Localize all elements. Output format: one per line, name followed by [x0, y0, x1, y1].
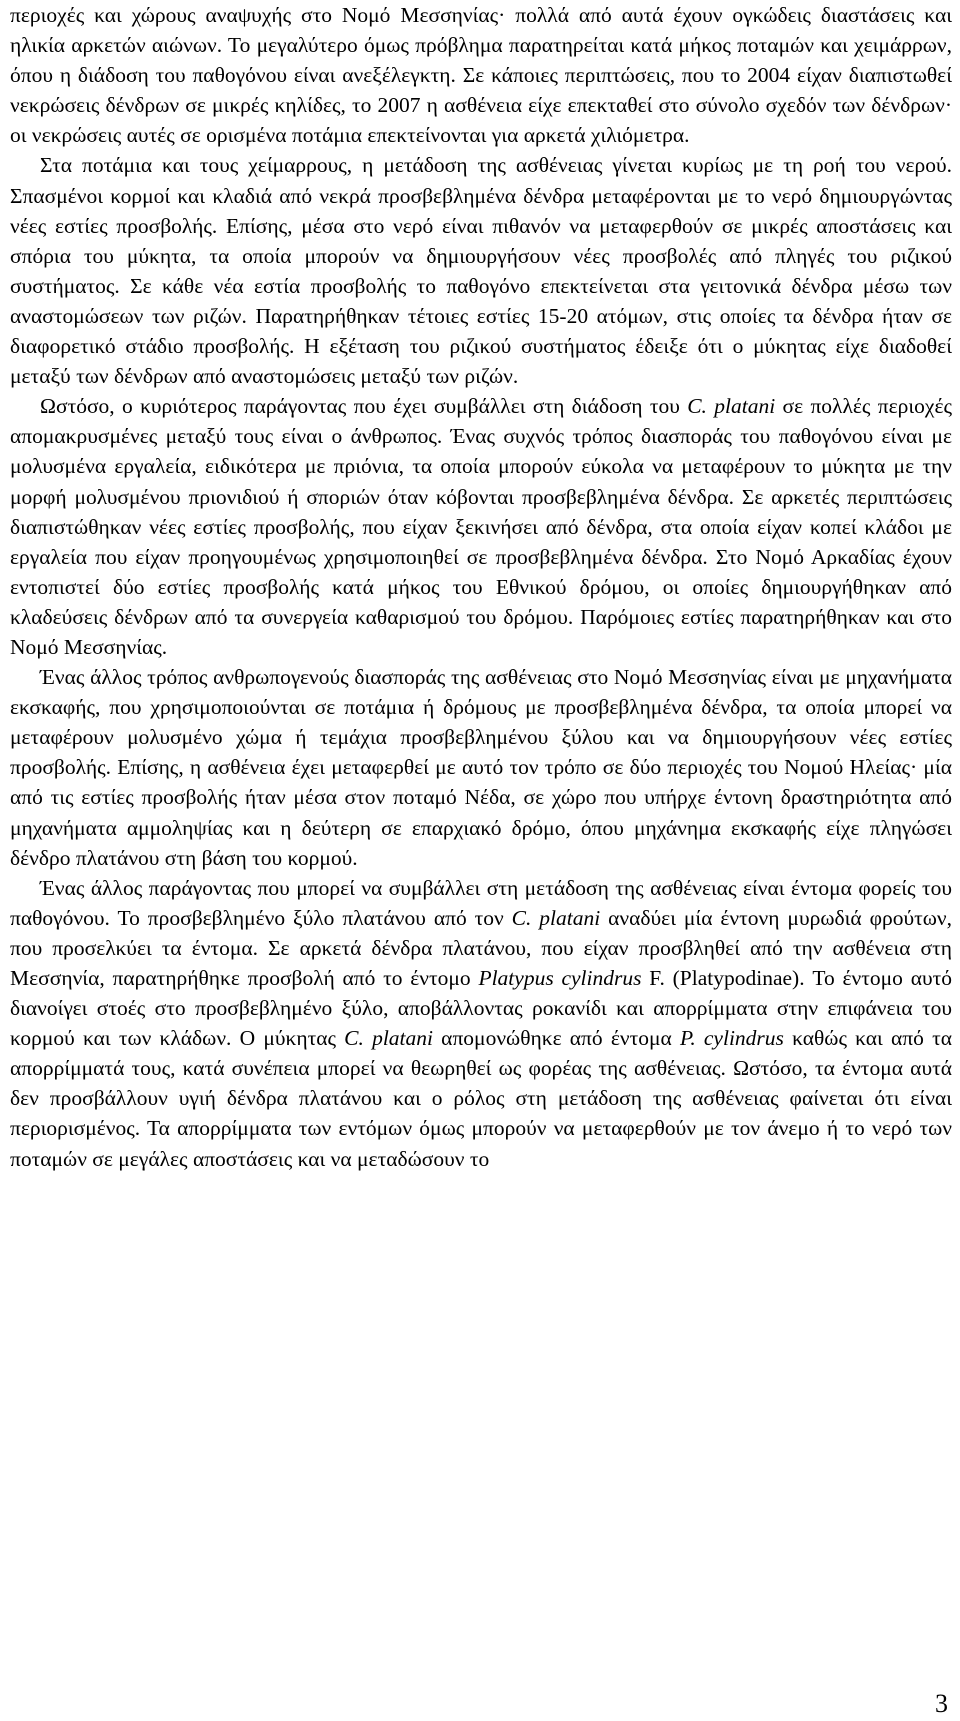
paragraph-text: Ένας άλλος παράγοντας που μπορεί να συμβάλλει στη μετάδοση της ασθένειας είναι έντομα φορείς του παθογόνου. Το προσβεβλημένο ξύλο πλατάνου από τον: [10, 875, 952, 930]
paragraph-5: [10, 873, 952, 1174]
paragraph-text: αναδύει μία έντονη μυρωδιά φρούτων, που προσελκύει τα έντομα. Σε αρκετά δένδρα πλατάνου, που είχαν προσβληθεί από την ασθένεια στη Μεσσηνία, παρατηρήθηκε προσβολή από το έντομο: [10, 905, 952, 990]
italic-term: C. platani: [344, 1026, 433, 1051]
document-page: [10, 0, 952, 1174]
paragraph-1: [10, 0, 952, 150]
paragraph-4: [10, 662, 952, 873]
paragraph-text: απομονώθηκε από έντομα: [433, 1026, 680, 1051]
paragraph-text: Ένας άλλος τρόπος ανθρωπογενούς διασποράς της ασθένειας στο Νομό Μεσσηνίας είναι με μηχανήματα εκσκαφής, που χρησιμοποιούνται σε ποτάμια ή δρόμους με προσβεβλημένα δένδρα, τα οποία μπορεί να μεταφέρουν μολυσμένο χώμα ή τεμάχια προσβεβλημένου ξύλου και να δημιουργήσουν νέες εστίες προσβολής. Επίσης, η ασθένεια έχει μεταφερθεί με αυτό τον τρόπο σε δύο περιοχές του Νομού Ηλείας· μία από τις εστίες προσβολής ήταν μέσα στον ποταμό Νέδα, σε χώρο που υπήρχε έντονη δραστηριότητα από μηχανήματα αμμοληψίας και η δεύτερη σε επαρχιακό δρόμο, όπου μηχάνημα εκσκαφής είχε πληγώσει δένδρο πλατάνου στη βάση του κορμού.: [10, 665, 952, 870]
page-number: 3: [935, 1689, 948, 1718]
paragraph-text: Στα ποτάμια και τους χείμαρρους, η μετάδοση της ασθένειας γίνεται κυρίως με τη ροή του νερού. Σπασμένοι κορμοί και κλαδιά από νεκρά προσβεβλημένα δένδρα μεταφέρονται με το νερό δημιουργώντας νέες εστίες προσβολής. Επίσης, μέσα στο νερό είναι πιθανόν να μεταφερθούν σε μικρές αποστάσεις και σπόρια του μύκητα, τα οποία μπορούν να δημιουργήσουν νέες προσβολές από πληγές του ριζικού συστήματος. Σε κάθε νέα εστία προσβολής το παθογόνο επεκτείνεται στα γειτονικά δένδρα μέσω των αναστομώσεων των ριζών. Παρατηρήθηκαν τέτοιες εστίες 15-20 ατόμων, στις οποίες τα δένδρα ήταν σε διαφορετικό στάδιο προσβολής. Η εξέταση του ριζικού συστήματος έδειξε ότι ο μύκητας είχε διαδοθεί μεταξύ των δένδρων από αναστομώσεις μεταξύ των ριζών.: [10, 153, 952, 389]
italic-term: C. platani: [687, 394, 776, 419]
paragraph-text: Ωστόσο, ο κυριότερος παράγοντας που έχει συμβάλλει στη διάδοση του: [40, 394, 688, 419]
paragraph-text: F. (Platypodinae). Το έντομο αυτό διανοίγει στοές στο προσβεβλημένο ξύλο, αποβάλλοντας ροκανίδι και απορρίμματα στην επιφάνεια του κορμού και των κλάδων. Ο μύκητας: [10, 966, 952, 1051]
paragraph-2: [10, 150, 952, 391]
italic-term: P. cylindrus: [679, 1026, 784, 1051]
paragraph-3: [10, 391, 952, 662]
paragraph-text: περιοχές και χώρους αναψυχής στο Νομό Μεσσηνίας· πολλά από αυτά έχουν ογκώδεις διαστάσεις και ηλικία αρκετών αιώνων. Το μεγαλύτερο όμως πρόβλημα παρατηρείται κατά μήκος ποταμών και χειμάρρων, όπου η διάδοση του παθογόνου είναι ανεξέλεγκτη. Σε κάποιες περιπτώσεις, που το 2004 είχαν διαπιστωθεί νεκρώσεις δένδρων σε μικρές κηλίδες, το 2007 η ασθένεια είχε επεκταθεί στο σύνολο σχεδόν των δένδρων· οι νεκρώσεις αυτές σε ορισμένα ποτάμια επεκτείνονται για αρκετά χιλιόμετρα.: [10, 3, 952, 148]
body-text: [10, 0, 952, 1174]
paragraph-text: καθώς και από τα απορρίμματά τους, κατά συνέπεια μπορεί να θεωρηθεί ως φορέας της ασθένειας. Ωστόσο, τα έντομα αυτά δεν προσβάλλουν υγιή δένδρα πλατάνου και ο ρόλος στη μετάδοση της ασθένειας φαίνεται ότι είναι περιορισμένος. Τα απορρίμματα των εντόμων όμως μπορούν να μεταφερθούν με τον άνεμο ή το νερό των ποταμών σε μεγάλες αποστάσεις και να μεταδώσουν το: [10, 1026, 952, 1171]
italic-term: C. platani: [511, 905, 601, 930]
paragraph-text: σε πολλές περιοχές απομακρυσμένες μεταξύ τους είναι ο άνθρωπος. Ένας συχνός τρόπος διασποράς του παθογόνου είναι με μολυσμένα εργαλεία, ειδικότερα με πριόνια, τα οποία μπορούν εύκολα να μεταφέρουν το μύκητα με την μορφή μολυσμένου πριονιδιού ή σποριών όταν κόβονται προσβεβλημένα δένδρα. Σε αρκετές περιπτώσεις διαπιστώθηκαν νέες εστίες προσβολής, που είχαν ξεκινήσει από δένδρα, στα οποία είχαν κοπεί κλάδοι με εργαλεία που είχαν προηγουμένως χρησιμοποιηθεί σε προσβεβλημένα δένδρα. Στο Νομό Αρκαδίας έχουν εντοπιστεί δύο εστίες προσβολής κατά μήκος του Εθνικού δρόμου, οι οποίες δημιουργήθηκαν από κλαδεύσεις δένδρων από τα συνεργεία καθαρισμού του δρόμου. Παρόμοιες εστίες παρατηρήθηκαν και στο Νομό Μεσσηνίας.: [10, 394, 952, 659]
italic-term: Platypus cylindrus: [478, 966, 642, 990]
